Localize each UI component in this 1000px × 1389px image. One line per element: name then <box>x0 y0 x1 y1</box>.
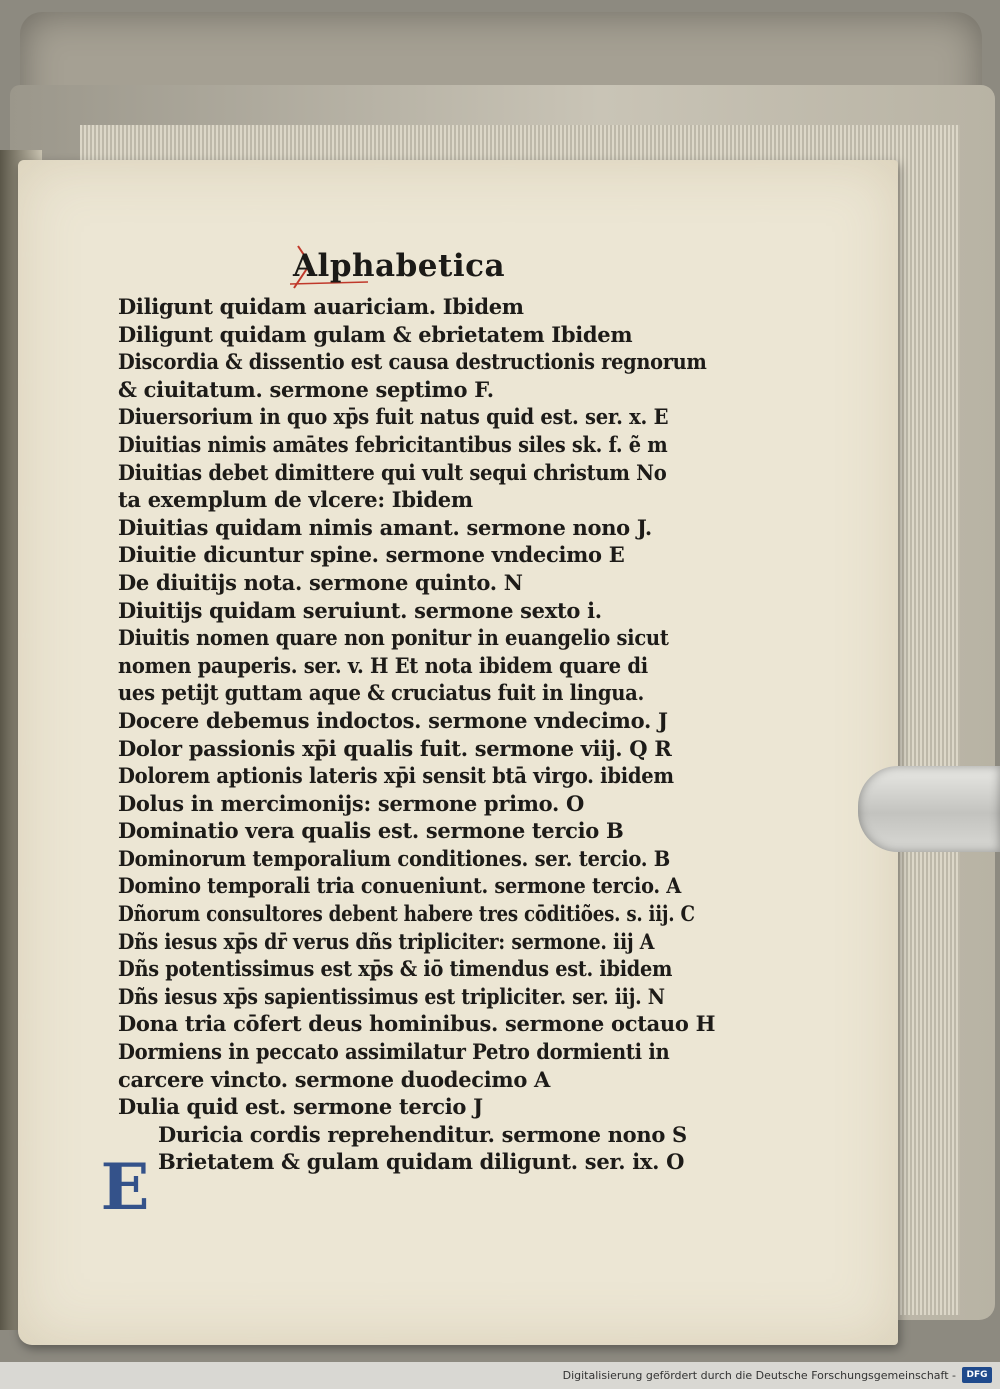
text-line: Duricia cordis reprehenditur. sermone nono S <box>158 1121 687 1147</box>
text-line: Diligunt quidam auariciam. Ibidem <box>118 294 524 319</box>
footer-bar <box>0 1362 1000 1389</box>
text-line: carcere vincto. sermone duodecimo A <box>118 1066 551 1092</box>
text-line: Docere debemus indoctos. sermone vndecimo. J <box>118 707 668 733</box>
decorated-initial: E <box>100 1150 150 1225</box>
text-line: ues petijt guttam aque & cruciatus fuit in lingua. <box>118 680 645 706</box>
text-line: Dominatio vera qualis est. sermone tercio B <box>118 818 624 844</box>
text-line: Discordia & dissentio est causa destructionis regnorum <box>118 349 707 375</box>
glass-clip <box>858 766 1000 852</box>
page-heading: Alphabetica <box>293 248 506 284</box>
text-line: Diuitias nimis amātes febricitantibus siles sk. f. ẽ m <box>118 431 668 457</box>
text-line: Dñs iesus xp̄s sapientissimus est tripliciter. ser. iij. N <box>118 983 665 1009</box>
text-line: Dormiens in peccato assimilatur Petro dormienti in <box>118 1039 670 1065</box>
text-line: Diuitijs quidam seruiunt. sermone sexto i. <box>118 597 602 623</box>
text-line: & ciuitatum. sermone septimo F. <box>118 376 494 402</box>
text-line: nomen pauperis. ser. v. H Et nota ibidem quare di <box>118 652 648 678</box>
text-line: Dulia quid est. sermone tercio J <box>118 1094 483 1120</box>
text-line: Dona tria cōfert deus hominibus. sermone octauo H <box>118 1011 716 1037</box>
dfg-logo-icon: DFG <box>962 1367 992 1383</box>
text-line: Diuitias quidam nimis amant. sermone nono J. <box>118 514 652 540</box>
text-line: Dñs potentissimus est xp̄s & iō timendus est. ibidem <box>118 956 673 982</box>
text-line: Diuitias debet dimittere qui vult sequi christum No <box>118 459 667 485</box>
text-line: Dolorem aptionis lateris xp̄i sensit btā virgo. ibidem <box>118 763 674 789</box>
text-line: Dolor passionis xp̄i qualis fuit. sermone viij. Q R <box>118 735 672 761</box>
index-text <box>118 293 748 1176</box>
text-line: Dolus in mercimonijs: sermone primo. O <box>118 790 585 816</box>
text-line: Domino temporali tria conueniunt. sermone tercio. A <box>118 873 681 899</box>
funding-credit: Digitalisierung gefördert durch die Deutsche Forschungsgemeinschaft - <box>562 1369 956 1382</box>
text-line: Dñs iesus xp̄s dr̄ verus dñs tripliciter: sermone. iij A <box>118 928 655 954</box>
text-line: Diligunt quidam gulam & ebrietatem Ibidem <box>118 321 633 347</box>
text-line: Diuitie dicuntur spine. sermone vndecimo E <box>118 542 625 568</box>
text-line: ta exemplum de vlcere: Ibidem <box>118 487 473 513</box>
text-line: Brietatem & gulam quidam diligunt. ser. ix. O <box>158 1149 685 1175</box>
text-line: Diuitis nomen quare non ponitur in euangelio sicut <box>118 625 669 651</box>
text-line: Dominorum temporalium conditiones. ser. tercio. B <box>118 845 671 871</box>
text-line: De diuitijs nota. sermone quinto. N <box>118 569 523 595</box>
text-line: Diuersorium in quo xp̄s fuit natus quid est. ser. x. E <box>118 404 669 430</box>
text-line: Dñorum consultores debent habere tres cōditiões. s. iij. C <box>118 901 695 927</box>
